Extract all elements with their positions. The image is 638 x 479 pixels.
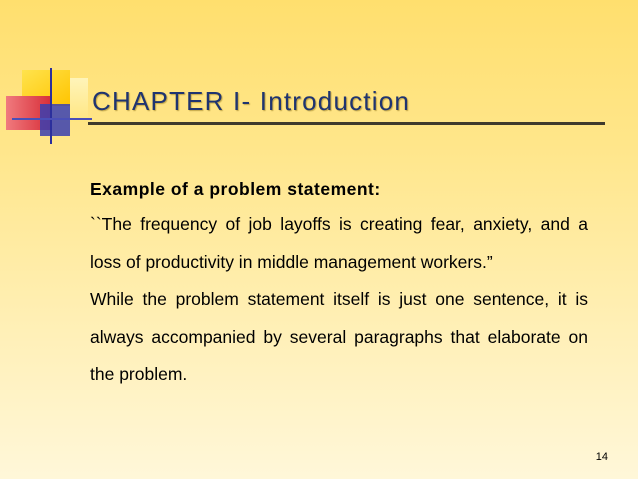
body-paragraph: While the problem statement itself is just one sentence, it is always accompanied by several paragraphs that elaborate on the problem. — [90, 289, 588, 384]
title-underline — [88, 122, 605, 125]
slide-content — [90, 172, 588, 394]
page-number: 14 — [595, 451, 608, 463]
quote-paragraph: ``The frequency of job layoffs is creating fear, anxiety, and a loss of productivity in middle management workers.” — [90, 214, 588, 272]
slide-title: CHAPTER I- Introduction — [92, 86, 411, 116]
corner-block-decoration — [0, 0, 110, 150]
section-heading: Example of a problem statement: — [90, 179, 381, 199]
